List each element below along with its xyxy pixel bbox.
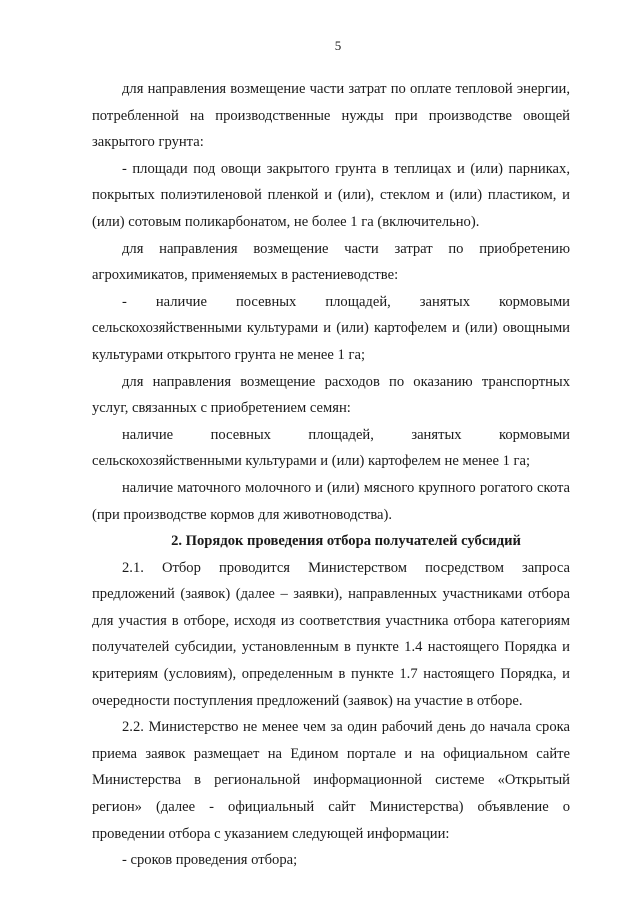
paragraph-heat-energy: для направления возмещение части затрат по оплате тепловой энергии, потребленной на производственные нужды при производстве овощей закрытого грунта: <box>92 81 570 151</box>
paragraph-sown-areas-vegetables: - наличие посевных площадей, занятых кормовыми сельскохозяйственными культурами и (или) картофелем и (или) овощными культурами открытого грунта не менее 1 га; <box>92 293 570 363</box>
paragraph-agrochemicals: для направления возмещение части затрат по приобретению агрохимикатов, применяемых в растениеводстве: <box>92 240 570 284</box>
paragraph-transport-services: для направления возмещение расходов по оказанию транспортных услуг, связанных с приобретением семян: <box>92 373 570 417</box>
paragraph-2-1: 2.1. Отбор проводится Министерством посредством запроса предложений (заявок) (далее – заявки), направленных участниками отбора для участия в отборе, исходя из соответствия участника отбора категориям получателей субсидии, установленным в пункте 1.4 настоящего Порядка и критериям (условиям), определенным в пункте 1.7 настоящего Порядка, и очередности поступления предложений (заявок) на участие в отборе. <box>92 559 570 709</box>
paragraph-cattle: наличие маточного молочного и (или) мясного крупного рогатого скота (при производстве кормов для животноводства). <box>92 479 570 523</box>
paragraph-greenhouse-area: - площади под овощи закрытого грунта в теплицах и (или) парниках, покрытых полиэтиленовой пленкой и (или), стеклом и (или) пластиком, и (или) сотовым поликарбонатом, не более 1 га (включительно). <box>92 160 570 230</box>
paragraph-2-2: 2.2. Министерство не менее чем за один рабочий день до начала срока приема заявок размещает на Едином портале и на официальном сайте Министерства в региональной информационной системе «Открытый регион» (далее - официальный сайт Министерства) объявление о проведении отбора с указанием следующей информации: <box>92 719 570 842</box>
paragraph-timeframe-item: - сроков проведения отбора; <box>122 852 298 869</box>
section-heading: 2. Порядок проведения отбора получателей субсидий <box>171 533 521 550</box>
page-number: 5 <box>334 38 342 53</box>
paragraph-sown-areas-potato: наличие посевных площадей, занятых кормовыми сельскохозяйственными культурами и (или) картофелем не менее 1 га; <box>92 426 570 470</box>
